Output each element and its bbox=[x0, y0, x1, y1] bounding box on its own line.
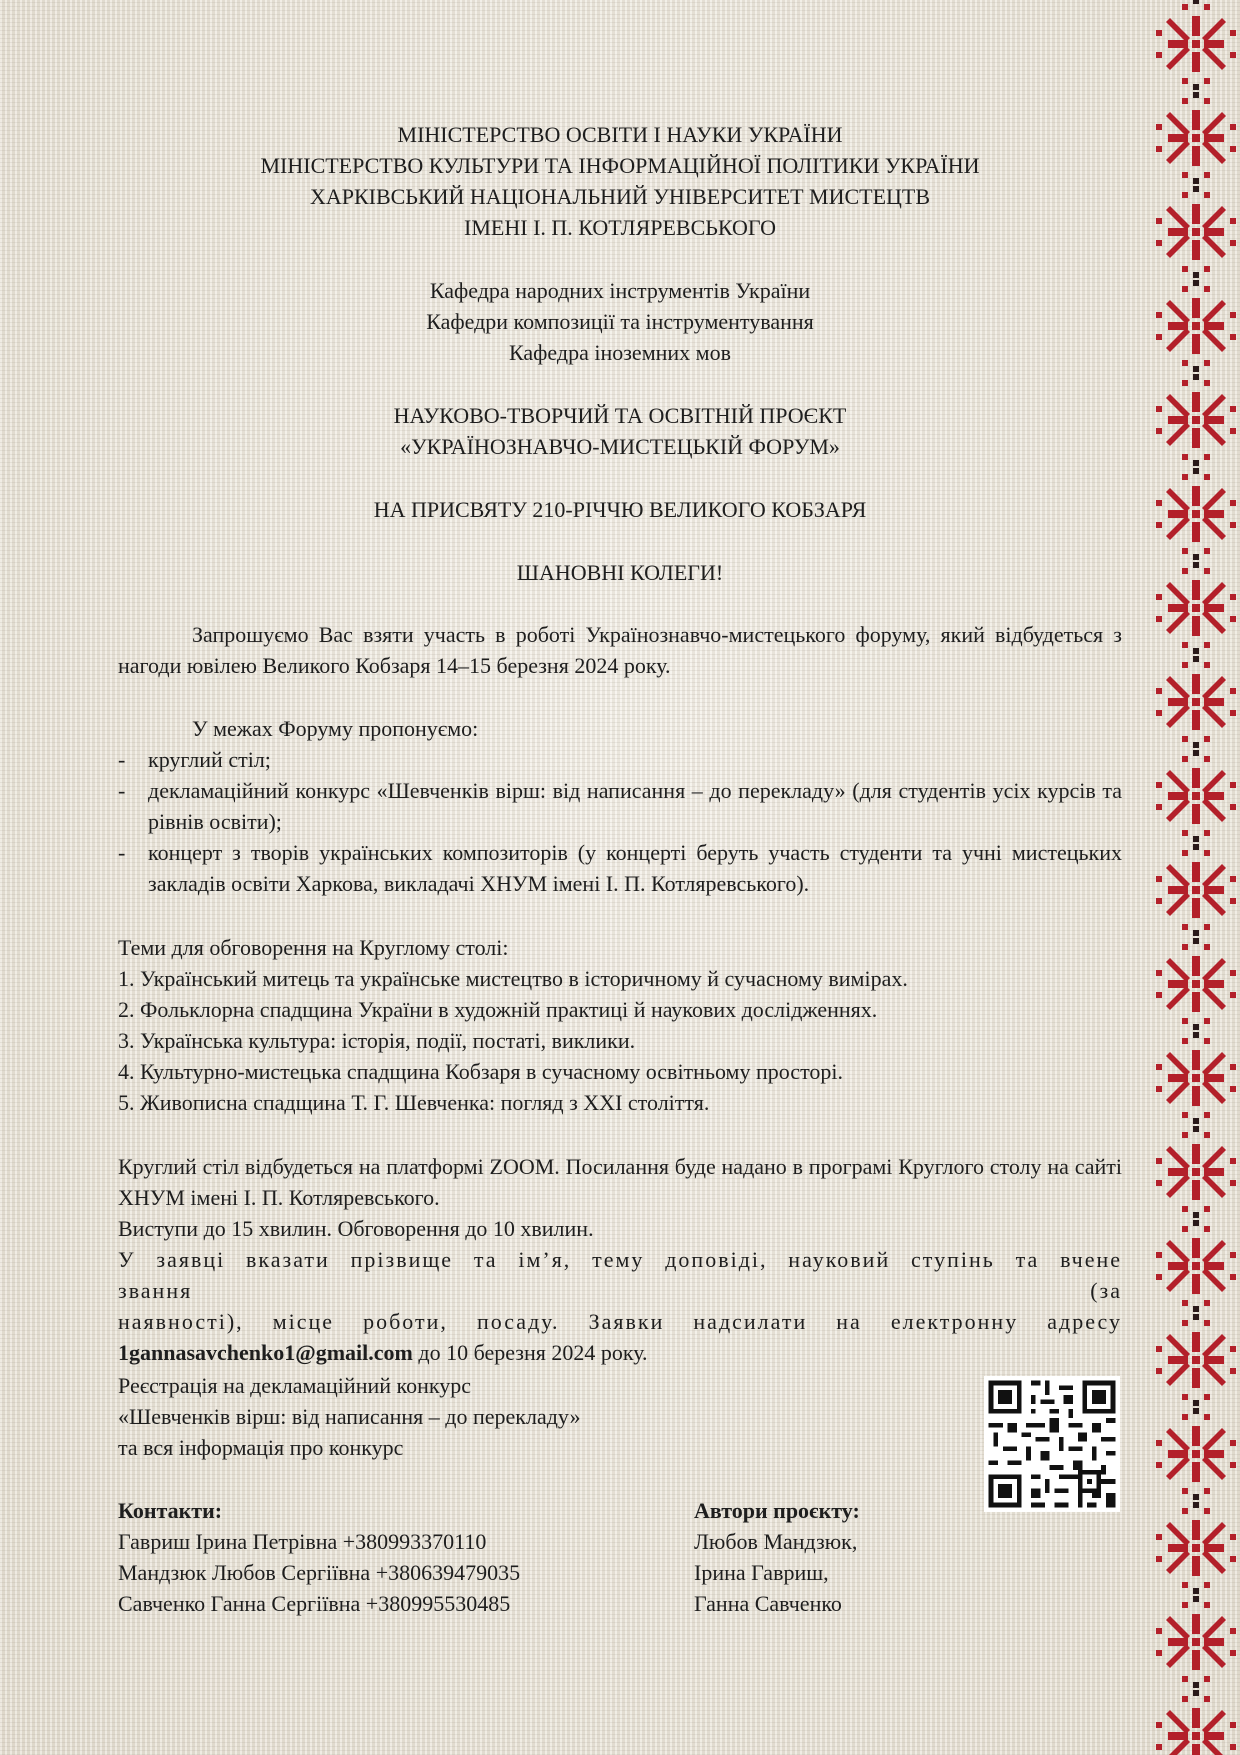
header-line-ministry-culture: МІНІСТЕРСТВО КУЛЬТУРИ ТА ІНФОРМАЦІЙНОЇ ПОЛІТИКИ УКРАЇНИ bbox=[260, 153, 980, 178]
authors-section bbox=[694, 1495, 1114, 1619]
institution-header bbox=[118, 119, 1122, 243]
registration-line1: Реєстрація на декламаційний конкурс bbox=[118, 1373, 471, 1398]
contact-person: Савченко Ганна Сергіївна +380995530485 bbox=[118, 1591, 511, 1616]
header-line-ministry-education: МІНІСТЕРСТВО ОСВІТИ І НАУКИ УКРАЇНИ bbox=[397, 122, 843, 147]
list-dash: - bbox=[118, 840, 126, 865]
project-title-line1: НАУКОВО-ТВОРЧИЙ ТА ОСВІТНІЙ ПРОЄКТ bbox=[393, 403, 847, 428]
topic-item: 5. Живописна спадщина Т. Г. Шевченка: погляд з ХХІ століття. bbox=[118, 1090, 710, 1115]
list-item: - концерт з творів українських композиторів (у концерті беруть участь студенти та учні мистецьких закладів освіти Харкова, викладачі ХНУМ імені І. П. Котляревського). bbox=[118, 837, 1122, 899]
header-line-university-name: ІМЕНІ І. П. КОТЛЯРЕВСЬКОГО bbox=[464, 215, 776, 240]
project-title bbox=[118, 400, 1122, 462]
info-paragraph-application-cont: наявності), місце роботи, посаду. Заявки надсилати на електронну адресу bbox=[118, 1309, 1122, 1334]
list-dash: - bbox=[118, 747, 126, 772]
info-paragraph-zoom: Круглий стіл відбудеться на платформі ZOOM. Посилання буде надано в програмі Круглого столу на сайті ХНУМ імені І. П. Котляревського. bbox=[118, 1154, 1122, 1210]
header-line-university: ХАРКІВСЬКИЙ НАЦІОНАЛЬНИЙ УНІВЕРСИТЕТ МИСТЕЦТВ bbox=[309, 184, 931, 209]
authors-heading: Автори проєкту: bbox=[694, 1498, 860, 1523]
dedication: НА ПРИСВЯТУ 210-РІЧЧЮ ВЕЛИКОГО КОБЗАРЯ bbox=[373, 497, 867, 522]
contacts-section bbox=[118, 1495, 678, 1619]
greeting: ШАНОВНІ КОЛЕГИ! bbox=[516, 560, 724, 585]
list-item: - декламаційний конкурс «Шевченків вірш: від написання – до перекладу» (для студентів усіх курсів та рівнів освіти); bbox=[118, 775, 1122, 837]
department-1: Кафедра народних інструментів України bbox=[429, 278, 811, 303]
registration-line2: «Шевченків вірш: від написання – до перекладу» bbox=[118, 1404, 581, 1429]
offer-lead: У межах Форуму пропонуємо: bbox=[192, 716, 479, 741]
topic-item: 4. Культурно-мистецька спадщина Кобзаря в сучасному освітньому просторі. bbox=[118, 1059, 844, 1084]
departments bbox=[118, 275, 1122, 368]
author-name: Ганна Савченко bbox=[694, 1591, 842, 1616]
contacts-heading: Контакти: bbox=[118, 1498, 223, 1523]
registration-section bbox=[118, 1370, 818, 1463]
topic-item: 2. Фольклорна спадщина України в художній практиці й наукових дослідженнях. bbox=[118, 997, 878, 1022]
contact-person: Мандзюк Любов Сергіївна +380639479035 bbox=[118, 1560, 521, 1585]
intro-paragraph: Запрошуємо Вас взяти участь в роботі Українознавчо-мистецького форуму, який відбудеться з нагоди ювілею Великого Кобзаря 14–15 березня 2024 року. bbox=[118, 622, 1122, 678]
registration-line3: та вся інформація про конкурс bbox=[118, 1435, 404, 1460]
topics-heading: Теми для обговорення на Круглому столі: bbox=[118, 935, 509, 960]
topics-section bbox=[118, 932, 1122, 1118]
department-3: Кафедра іноземних мов bbox=[509, 340, 731, 365]
project-title-line2: «УКРАЇНОЗНАВЧО-МИСТЕЦЬКІЙ ФОРУМ» bbox=[400, 434, 840, 459]
topic-item: 1. Український митець та українське мистецтво в історичному й сучасному вимірах. bbox=[118, 966, 908, 991]
contact-person: Гавриш Ірина Петрівна +380993370110 bbox=[118, 1529, 487, 1554]
info-deadline: 1gannasavchenko1@gmail.com до 10 березня 2024 року. bbox=[118, 1340, 648, 1365]
qr-code-icon[interactable] bbox=[984, 1376, 1120, 1512]
info-paragraph-application: У заявці вказати прізвище та ім’я, тему доповіді, науковий ступінь та вчене звання (за bbox=[118, 1247, 1122, 1303]
offer-section bbox=[118, 713, 1122, 899]
list-dash: - bbox=[118, 778, 126, 803]
author-name: Ірина Гавриш, bbox=[694, 1560, 829, 1585]
embroidery-ornament bbox=[1140, 0, 1240, 1755]
topic-item: 3. Українська культура: історія, події, постаті, виклики. bbox=[118, 1028, 636, 1053]
list-item: - круглий стіл; bbox=[118, 744, 1122, 775]
department-2: Кафедри композиції та інструментування bbox=[426, 309, 814, 334]
info-paragraph-time: Виступи до 15 хвилин. Обговорення до 10 хвилин. bbox=[118, 1216, 594, 1241]
author-name: Любов Мандзюк, bbox=[694, 1529, 858, 1554]
email-link[interactable]: 1gannasavchenko1@gmail.com bbox=[118, 1340, 413, 1365]
info-section bbox=[118, 1151, 1122, 1368]
